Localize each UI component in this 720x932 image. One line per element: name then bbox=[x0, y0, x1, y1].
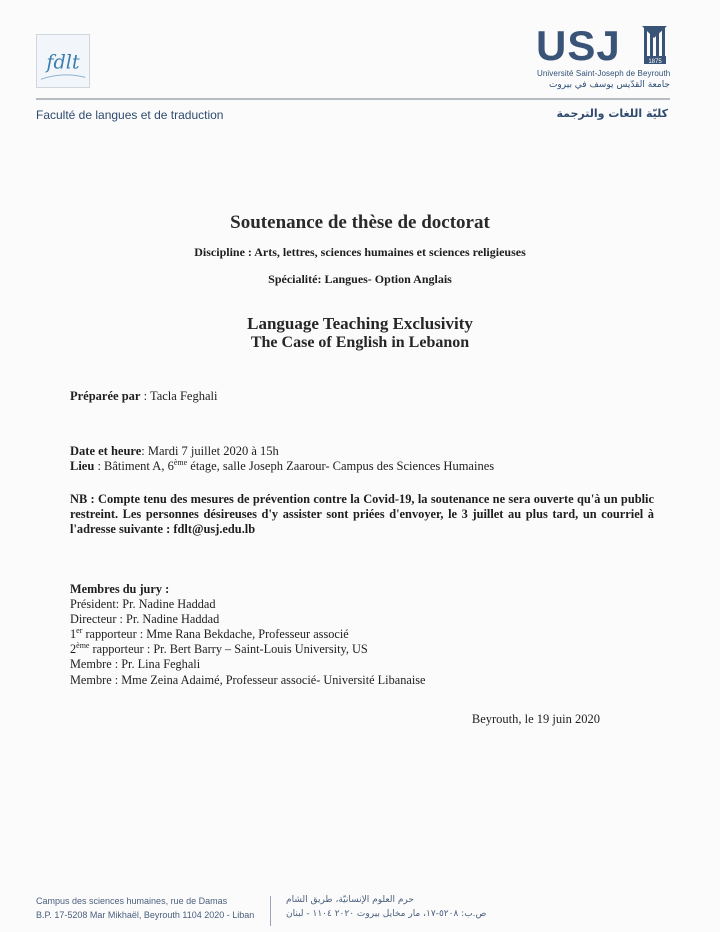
jury-directeur: Directeur : Pr. Nadine Haddad bbox=[70, 612, 220, 626]
thesis-title: Language Teaching Exclusivity bbox=[247, 314, 473, 333]
jury-rapporteur-2 bbox=[70, 642, 368, 657]
jury-president: Président: Pr. Nadine Haddad bbox=[70, 597, 216, 611]
footer-divider bbox=[270, 896, 271, 926]
prepared-value: Tacla Feghali bbox=[149, 389, 218, 403]
lieu-label: Lieu bbox=[70, 459, 95, 473]
fdlt-logo bbox=[36, 34, 90, 88]
nb-notice: NB : Compte tenu des mesures de prévention contre la Covid-19, la soutenance ne sera ouverte qu'à un public restreint. Les personnes désireuses d'y assister sont priées d'envoyer, le 3 juillet au plus tard, un courriel à l'adresse suivante : fdlt@usj.edu.lb bbox=[70, 492, 654, 536]
prepared-by bbox=[70, 389, 217, 404]
rap1-sup: er bbox=[76, 625, 83, 635]
specialite: Spécialité: Langues- Option Anglais bbox=[268, 272, 452, 286]
page-title: Soutenance de thèse de doctorat bbox=[230, 212, 490, 233]
prepared-label: Préparée par bbox=[70, 389, 141, 403]
jury-rapporteur-1 bbox=[70, 627, 349, 642]
usj-year: 1875 bbox=[648, 59, 662, 65]
jury-heading: Membres du jury : bbox=[70, 582, 170, 596]
fdlt-logo-text: fdlt bbox=[46, 50, 80, 74]
lieu-value-post: étage, salle Joseph Zaarour- Campus des Sciences Humaines bbox=[187, 459, 495, 473]
date-place: Beyrouth, le 19 juin 2020 bbox=[471, 712, 600, 726]
rap2-num: 2 bbox=[70, 642, 77, 656]
prepared-sep: : bbox=[140, 389, 150, 403]
lieu-sup: ème bbox=[173, 457, 188, 467]
fdlt-logo-mark bbox=[37, 35, 89, 87]
location bbox=[70, 459, 494, 474]
lieu-value-pre: : Bâtiment A, 6 bbox=[94, 459, 174, 473]
date-time bbox=[70, 444, 279, 459]
date-label: Date et heure bbox=[70, 444, 142, 458]
usj-logo-text: USJ bbox=[536, 22, 621, 66]
university-name: Université Saint-Joseph de Beyrouth bbox=[537, 69, 671, 78]
footer-address-ar-1: حرم العلوم الإنسانيّة، طريق الشام bbox=[286, 895, 414, 905]
rap1-text: rapporteur : Mme Rana Bekdache, Professeur associé bbox=[82, 627, 349, 641]
jury-membre-2: Membre : Mme Zeina Adaimé, Professeur associé- Université Libanaise bbox=[70, 673, 426, 687]
faculty-name-ar: كليّة اللغات والترجمة bbox=[556, 107, 668, 120]
rap2-sup: ème bbox=[76, 640, 90, 650]
jury-membre-1: Membre : Pr. Lina Feghali bbox=[70, 657, 201, 671]
footer-address-ar-2: ص.ب: ٥٢٠٨-١٧، مار مخايل بيروت ٢٠٢٠ ١١٠٤ - لبنان bbox=[286, 909, 487, 919]
footer-address-1: Campus des sciences humaines, rue de Damas bbox=[36, 896, 228, 906]
usj-logo bbox=[536, 22, 670, 66]
rap2-text: rapporteur : Pr. Bert Barry – Saint-Louis University, US bbox=[89, 642, 368, 656]
rap1-num: 1 bbox=[70, 627, 77, 641]
usj-logo-mark bbox=[536, 22, 670, 66]
faculty-name: Faculté de langues et de traduction bbox=[36, 108, 224, 122]
header-rule bbox=[36, 98, 670, 100]
discipline: Discipline : Arts, lettres, sciences humaines et sciences religieuses bbox=[194, 245, 526, 259]
date-value: : Mardi 7 juillet 2020 à 15h bbox=[141, 444, 279, 458]
university-name-ar: جامعة القدّيس يوسف في بيروت bbox=[548, 80, 670, 90]
footer-address-2: B.P. 17-5208 Mar Mikhaël, Beyrouth 1104 2020 - Liban bbox=[36, 910, 255, 920]
thesis-subtitle: The Case of English in Lebanon bbox=[250, 334, 470, 351]
